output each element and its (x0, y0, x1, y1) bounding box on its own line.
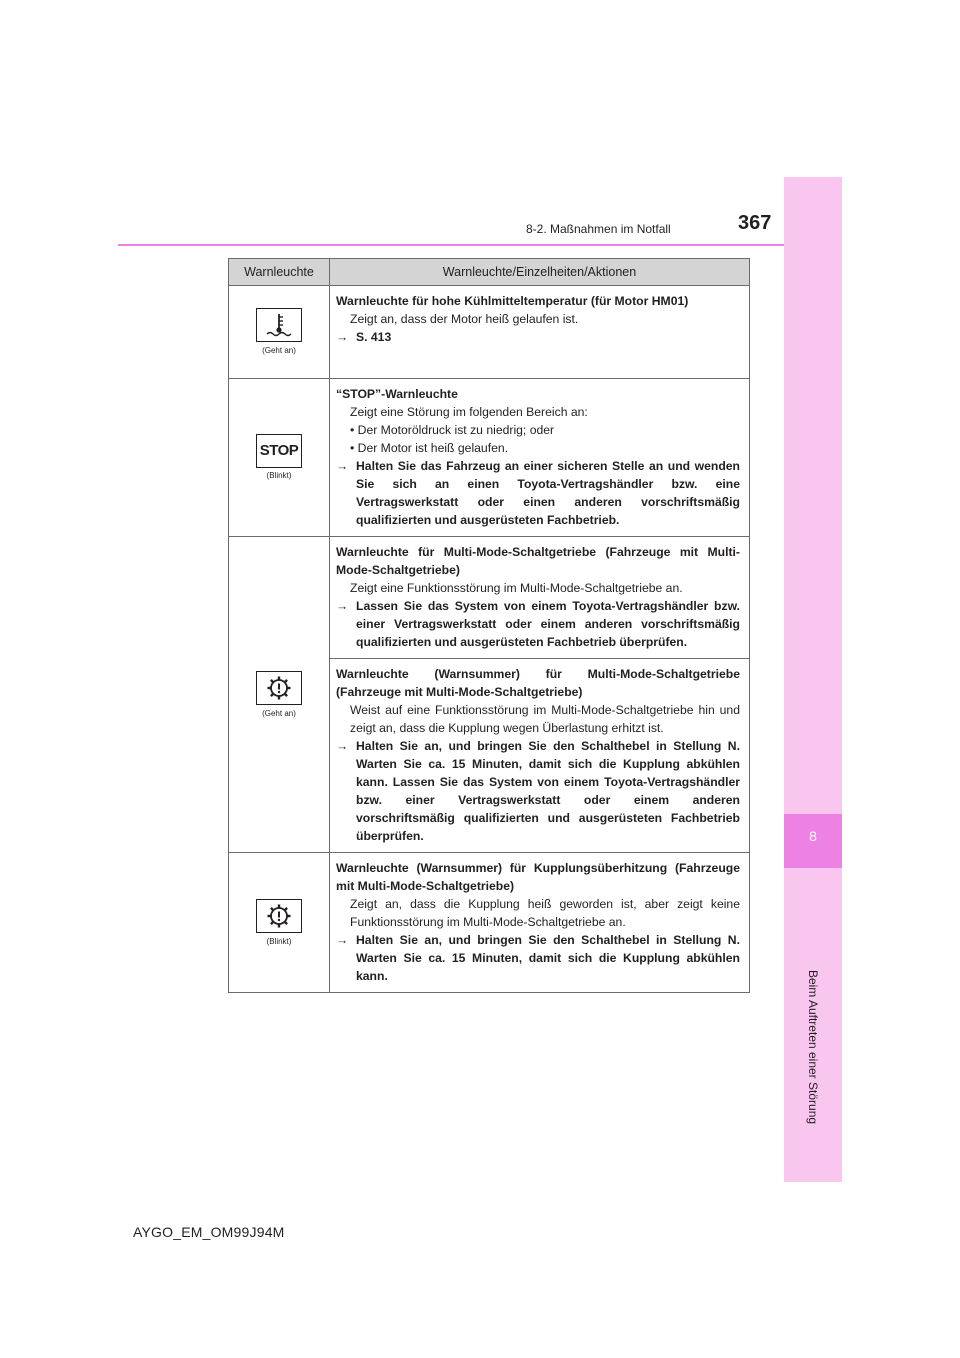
icon-caption: (Blinkt) (266, 471, 292, 480)
action-text: → Lassen Sie das System von einem Toyota-Vertragshändler bzw. einer Vertragswerkstatt oder einem anderen vorschriftsmäßig qualifizierten und ausgerüsteten Fachbetrieb überprüfen. (336, 599, 740, 649)
coolant-temperature-icon (256, 308, 302, 342)
header-divider (118, 244, 784, 246)
column-header-warning-light: Warnleuchte (229, 259, 330, 286)
warning-light-table (228, 258, 750, 993)
action-text: → Halten Sie an, und bringen Sie den Schalthebel in Stellung N. Warten Sie ca. 15 Minuten, damit sich die Kupplung abkühlen kann. Lassen Sie das System von einem Toyota-Vertragshändler bzw. einer Vertragswerkstatt oder einem anderen vorschriftsmäßig qualifizierten und ausgerüsteten Fachbetrieb überprüfen. (336, 739, 740, 843)
arrow-icon: → (336, 739, 349, 753)
document-code: AYGO_EM_OM99J94M (133, 1224, 285, 1240)
chapter-side-tab (784, 177, 842, 1182)
icon-cell (229, 286, 330, 379)
icon-caption: (Geht an) (262, 708, 296, 718)
details-cell (330, 286, 750, 379)
warning-description: Zeigt eine Störung im folgenden Bereich an: (350, 405, 588, 419)
column-header-details: Warnleuchte/Einzelheiten/Aktionen (330, 259, 750, 286)
table-row (229, 853, 750, 993)
icon-cell (229, 853, 330, 993)
icon-cell (229, 537, 330, 853)
warning-description: Weist auf eine Funktionsstörung im Multi-Mode-Schaltgetriebe hin und zeigt an, dass die Kupplung wegen Überlastung erhitzt ist. (350, 703, 740, 735)
transmission-gear-warning-icon (256, 671, 302, 705)
action-text: → Halten Sie an, und bringen Sie den Schalthebel in Stellung N. Warten Sie ca. 15 Minuten, damit sich die Kupplung abkühlen kann. (336, 933, 740, 983)
page-number: 367 (738, 212, 772, 234)
warning-title: “STOP”-Warnleuchte (336, 387, 458, 401)
warning-description: Zeigt an, dass die Kupplung heiß geworden ist, aber zeigt keine Funktionsstörung im Multi-Mode-Schaltgetriebe an. (350, 897, 740, 929)
details-cell (330, 379, 750, 537)
icon-cell (229, 379, 330, 537)
arrow-icon: → (336, 459, 349, 473)
page-reference-link[interactable]: S. 413 (356, 330, 392, 344)
bullet-item: • Der Motoröldruck ist zu niedrig; oder (336, 421, 740, 439)
warning-title: Warnleuchte für Multi-Mode-Schaltgetriebe (Fahrzeuge mit Multi-Mode-Schaltgetriebe) (336, 545, 740, 577)
arrow-icon: → (336, 933, 349, 947)
chapter-title-vertical: Beim Auftreten einer Störung (806, 969, 820, 1125)
table-row (229, 537, 750, 659)
arrow-icon: → (336, 599, 349, 613)
action-text (336, 328, 740, 346)
icon-caption: (Geht an) (262, 346, 296, 355)
warning-title: Warnleuchte für hohe Kühlmitteltemperatur (für Motor HM01) (336, 294, 689, 308)
stop-icon: STOP (256, 434, 302, 468)
icon-caption: (Blinkt) (266, 936, 292, 946)
warning-title: Warnleuchte (Warnsummer) für Kupplungsüberhitzung (Fahrzeuge mit Multi-Mode-Schaltgetriebe) (336, 861, 740, 893)
details-cell (330, 659, 750, 853)
details-cell (330, 853, 750, 993)
action-text: → Halten Sie das Fahrzeug an einer sicheren Stelle an und wenden Sie sich an einen Toyota-Vertragshändler bzw. eine Vertragswerkstatt oder einen anderen vorschriftsmäßig qualifizierten und ausgerüsteten Fachbetrieb. (336, 459, 740, 527)
warning-description: Zeigt eine Funktionsstörung im Multi-Mode-Schaltgetriebe an. (350, 581, 683, 595)
table-row (229, 379, 750, 537)
table-header-row (229, 259, 750, 286)
arrow-icon: → (336, 330, 349, 344)
clutch-overheat-gear-icon (256, 899, 302, 933)
chapter-number: 8 (809, 828, 817, 844)
table-row (229, 286, 750, 379)
warning-description: Zeigt an, dass der Motor heiß gelaufen ist. (350, 312, 579, 326)
details-cell (330, 537, 750, 659)
bullet-item: • Der Motor ist heiß gelaufen. (336, 439, 740, 457)
section-title: 8-2. Maßnahmen im Notfall (526, 222, 671, 236)
warning-title: Warnleuchte (Warnsummer) für Multi-Mode-Schaltgetriebe (Fahrzeuge mit Multi-Mode-Schaltgetriebe) (336, 667, 740, 699)
